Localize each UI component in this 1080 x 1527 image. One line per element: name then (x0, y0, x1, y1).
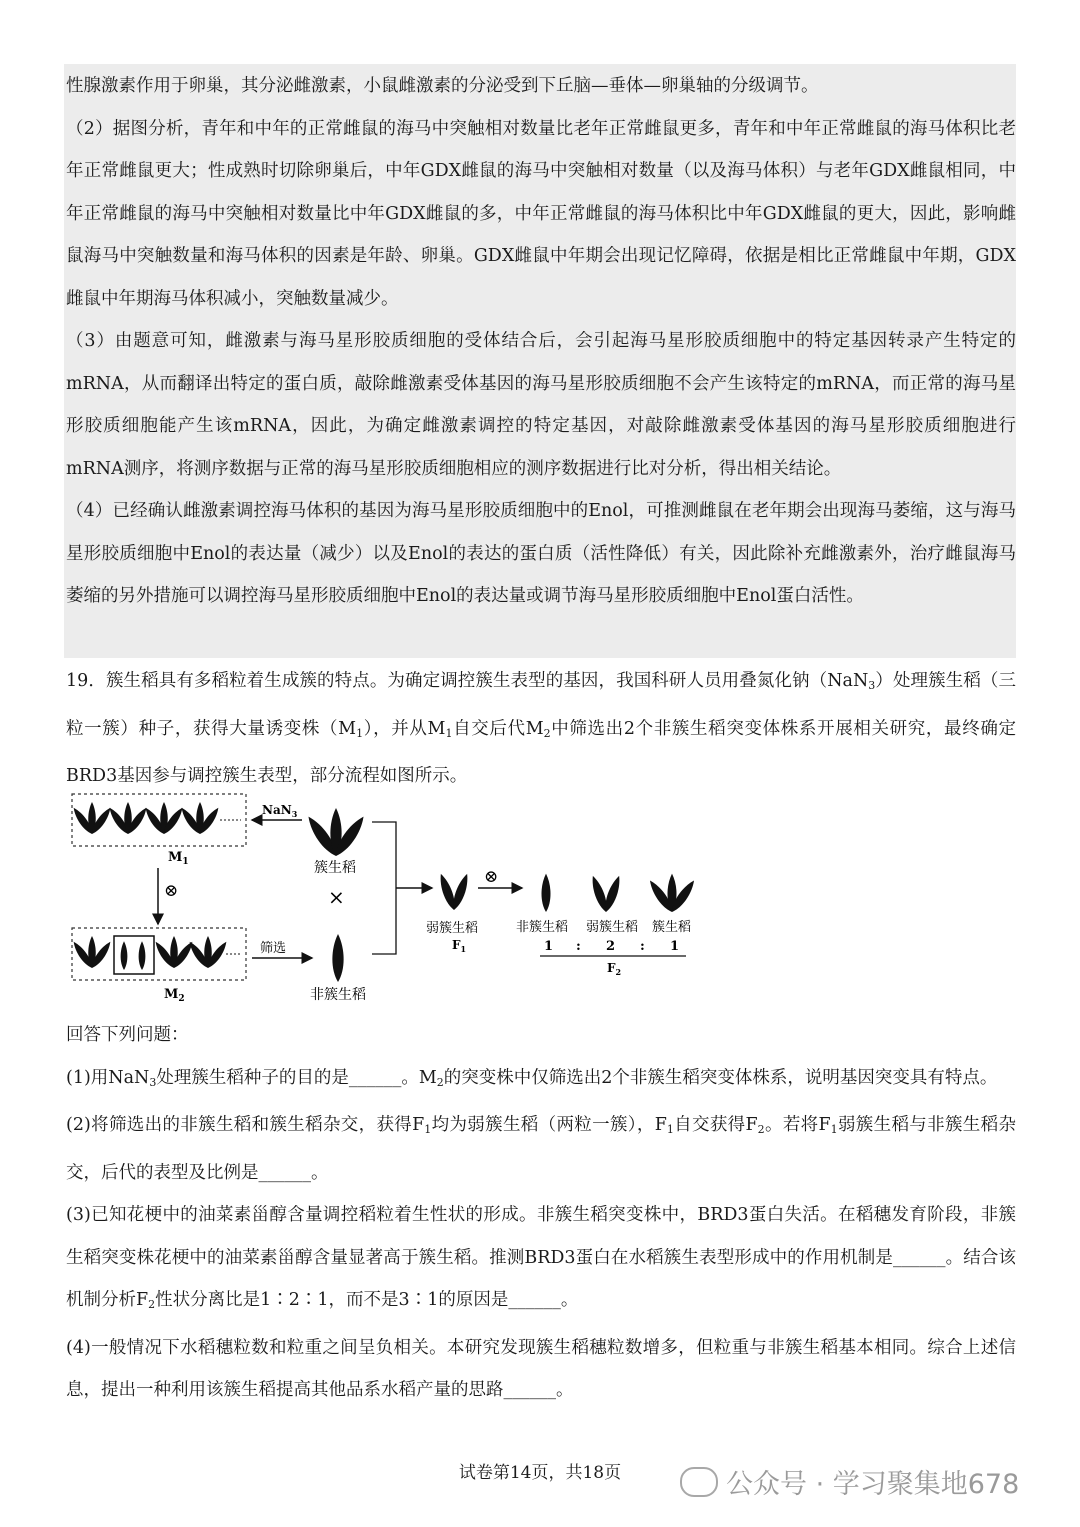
m1-plants (71, 802, 241, 836)
f2-label-cluster: 簇生稻 (652, 920, 692, 935)
f2-generation: $F_2$ (607, 961, 622, 977)
selfing-symbol-2: ⊗ (484, 867, 499, 887)
answer-line-1: 性腺激素作用于卵巢，其分泌雌激素，小鼠雌激素的分泌受到下丘脑—垂体—卵巢轴的分级调节。 (66, 76, 819, 96)
ratio-3: 1 (670, 939, 680, 954)
m2-plants (71, 936, 242, 974)
ratio-2: 2 (606, 939, 616, 954)
f2-label-non-cluster: 非簇生稻 (516, 920, 569, 935)
subquestion-2: (2)将筛选出的非簇生稻和簇生稻杂交，获得$F_1$均为弱簇生稻（两粒一簇），$F_1$自交获得$F_2$。若将$F_1$弱簇生稻与非簇生稻杂交，后代的表型及比例是______。 (66, 1115, 1016, 1183)
ratio-1: 1 (544, 939, 554, 954)
page-footer: 试卷第14页，共18页 (458, 1463, 622, 1483)
non-cluster-rice-label: 非簇生稻 (310, 987, 366, 1003)
question-19-subquestions (66, 1014, 1016, 1412)
f1-label: 弱簇生稻 (426, 921, 479, 936)
answer-part-3: （3）由题意可知，雌激素与海马星形胶质细胞的受体结合后，会引起海马星形胶质细胞中的特定基因转录产生特定的mRNA，从而翻译出特定的蛋白质，敲除雌激素受体基因的海马星形胶质细胞不会产生该特定的mRNA，而正常的海马星形胶质细胞能产生该mRNA，因此，为确定雌激素调控的特定基因，对敲除雌激素受体基因的海马星形胶质细胞进行mRNA测序，将测序数据与正常的海马星形胶质细胞相应的测序数据进行比对分析，得出相关结论。 (66, 331, 1016, 479)
ratio-colon-2: : (640, 939, 645, 954)
wechat-icon (680, 1467, 718, 1497)
m1-label: $M_1$ (168, 850, 189, 867)
cluster-rice-plant (304, 808, 368, 859)
subquestion-4: (4)一般情况下水稻穗粒数和粒重之间呈负相关。本研究发现簇生稻穗粒数增多，但粒重与非簇生稻基本相同。综合上述信息，提出一种利用该簇生稻提高其他品系水稻产量的思路______。 (66, 1337, 1016, 1400)
ratio-colon-1: : (576, 939, 581, 954)
cross-symbol: × (328, 885, 345, 909)
question-19-intro: 19．簇生稻具有多稻粒着生成簇的特点。为确定调控簇生表型的基因，我国科研人员用叠氮化钠（NaN$_3$）处理簇生稻（三粒一簇）种子，获得大量诱变株$(M_1)$，并从$M_1$自交后代$M_2$中筛选出2个非簇生稻突变体株系开展相关研究，最终确定BRD3基因参与调控簇生表型，部分流程如图所示。 (66, 671, 1016, 786)
cross-bracket (372, 822, 396, 954)
subquestion-1: (1)用NaN$_3$处理簇生稻种子的目的是______。$M_2$的突变株中仅筛选出2个非簇生稻突变体株系，说明基因突变具有特点。 (66, 1067, 998, 1089)
f1-weak-cluster-plant (437, 872, 472, 911)
answer-part-4: （4）已经确认雌激素调控海马体积的基因为海马星形胶质细胞中的Enol，可推测雌鼠在老年期会出现海马萎缩，这与海马星形胶质细胞中Enol的表达量（减少）以及Enol的表达的蛋白质（活性降低）有关，因此除补充雌激素外，治疗雌鼠海马萎缩的另外措施可以调控海马星形胶质细胞中Enol的表达量或调节海马星形胶质细胞中Enol蛋白活性。 (66, 501, 1016, 606)
answer-section (66, 65, 1016, 618)
screen-label: 筛选 (260, 941, 287, 956)
nan3-label: NaN$_3$ (262, 803, 298, 819)
cluster-rice-label: 簇生稻 (314, 860, 356, 876)
m2-label: $M_2$ (164, 987, 185, 1004)
answer-part-2: （2）据图分析，青年和中年的正常雌鼠的海马中突触相对数量比老年正常雌鼠更多，青年和中年正常雌鼠的海马体积比老年正常雌鼠更大；性成熟时切除卵巢后，中年GDX雌鼠的海马中突触相对数量（以及海马体积）与老年GDX雌鼠相同，中年正常雌鼠的海马中突触相对数量比中年GDX雌鼠的多，中年正常雌鼠的海马体积比中年GDX雌鼠的更大，因此，影响雌鼠海马中突触数量和海马体积的因素是年龄、卵巢。GDX雌鼠中年期会出现记忆障碍，依据是相比正常雌鼠中年期，GDX雌鼠中年期海马体积减小，突触数量减少。 (66, 118, 1016, 309)
answer-prompt: 回答下列问题： (66, 1025, 189, 1045)
non-cluster-rice-plant (332, 934, 343, 982)
f1-generation: $F_1$ (452, 938, 467, 954)
f2-label-weak-cluster: 弱簇生稻 (586, 920, 639, 935)
f2-cluster-plant (646, 874, 697, 915)
watermark: 公众号 · 学习聚集地678 (680, 1462, 1019, 1501)
selected-mutant-frame (114, 936, 154, 974)
f2-non-cluster-plant (542, 874, 551, 912)
subquestion-3: (3)已知花梗中的油菜素甾醇含量调控稻粒着生性状的形成。非簇生稻突变株中，BRD3蛋白失活。在稻穗发育阶段，非簇生稻突变株花梗中的油菜素甾醇含量显著高于簇生稻。推测BRD3蛋白在水稻簇生表型形成中的作用机制是______。结合该机制分析$F_2$性状分离比是1∶2∶1，而不是3∶1的原因是______。 (66, 1205, 1016, 1311)
f2-weak-cluster-plant (589, 874, 624, 913)
breeding-flow-diagram (66, 786, 716, 1008)
selfing-symbol-1: ⊗ (164, 881, 179, 901)
